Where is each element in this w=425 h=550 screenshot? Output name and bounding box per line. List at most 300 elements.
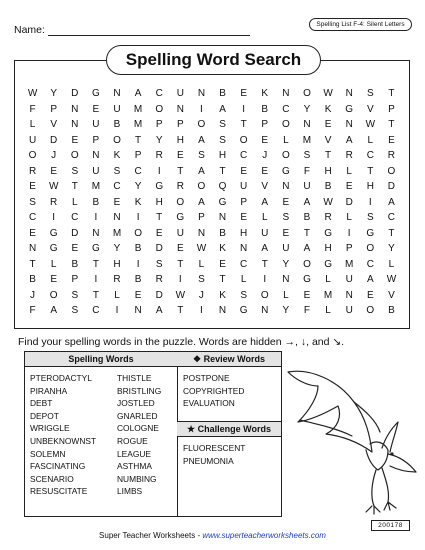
grid-letter[interactable]: N [240, 243, 248, 254]
grid-letter[interactable]: E [176, 243, 184, 254]
grid-letter[interactable]: P [50, 103, 57, 115]
grid-letter[interactable]: T [388, 227, 395, 239]
grid-letter[interactable]: O [176, 196, 185, 208]
grid-letter[interactable]: A [134, 88, 142, 99]
grid-letter[interactable]: K [219, 289, 226, 301]
grid-letter[interactable]: I [178, 274, 182, 285]
grid-letter[interactable]: E [240, 212, 247, 223]
grid-letter[interactable]: N [303, 119, 311, 130]
grid-letter[interactable]: H [324, 243, 332, 254]
grid-letter[interactable]: W [323, 196, 333, 208]
grid-letter[interactable]: T [135, 134, 142, 146]
grid-letter[interactable]: W [323, 88, 333, 99]
grid-letter[interactable]: G [324, 227, 332, 239]
grid-letter[interactable]: P [198, 212, 205, 223]
grid-letter[interactable]: I [263, 274, 267, 285]
grid-letter[interactable]: N [71, 119, 79, 130]
grid-letter[interactable]: W [386, 274, 397, 285]
grid-letter[interactable]: S [113, 165, 121, 177]
grid-letter[interactable]: F [303, 165, 311, 177]
grid-letter[interactable]: L [114, 289, 120, 301]
grid-letter[interactable]: N [218, 305, 227, 316]
grid-letter[interactable]: E [219, 258, 226, 270]
grid-letter[interactable]: P [92, 134, 100, 146]
grid-letter[interactable]: N [92, 150, 100, 161]
spelling-words-column-1 [30, 372, 96, 498]
grid-letter[interactable]: N [113, 88, 121, 99]
word-search-grid [22, 86, 402, 319]
spelling-word: SCENARIO [30, 473, 74, 484]
grid-letter[interactable]: S [155, 258, 163, 270]
grid-letter[interactable]: G [281, 165, 290, 177]
grid-letter[interactable]: B [29, 274, 36, 285]
grid-letter[interactable]: T [240, 119, 247, 130]
grid-letter[interactable]: U [345, 305, 353, 316]
grid-letter[interactable]: H [218, 150, 227, 161]
grid-letter[interactable]: E [92, 103, 100, 115]
grid-letter[interactable]: I [52, 212, 56, 223]
grid-letter[interactable]: L [325, 305, 331, 316]
grid-letter[interactable]: J [51, 150, 57, 161]
grid-letter[interactable]: E [282, 196, 290, 208]
spelling-word: THISTLE [117, 373, 152, 383]
grid-letter[interactable]: C [134, 165, 142, 177]
grid-letter[interactable]: T [71, 181, 78, 192]
grid-letter[interactable]: N [218, 212, 227, 223]
pterodactyl-illustration [280, 350, 420, 520]
grid-letter[interactable]: O [70, 150, 79, 161]
grid-letter[interactable]: W [175, 289, 186, 301]
grid-letter[interactable]: C [366, 258, 374, 270]
spelling-word: PIRANHA [30, 385, 68, 396]
grid-letter[interactable]: Q [218, 181, 227, 192]
grid-letter[interactable]: D [50, 134, 58, 146]
grid-letter[interactable]: A [261, 243, 269, 254]
grid-letter[interactable]: T [219, 165, 226, 177]
grid-letter[interactable]: R [387, 150, 396, 161]
grid-letter[interactable]: B [134, 274, 142, 285]
grid-letter[interactable]: F [29, 305, 36, 316]
grid-letter[interactable]: N [282, 88, 290, 99]
grid-letter[interactable]: B [92, 196, 100, 208]
grid-letter[interactable]: E [261, 134, 269, 146]
grid-letter[interactable]: E [176, 150, 184, 161]
grid-letter[interactable]: I [115, 305, 119, 316]
grid-letter[interactable]: P [261, 119, 269, 130]
grid-letter[interactable]: D [71, 227, 79, 239]
grid-letter[interactable]: D [345, 196, 353, 208]
grid-letter[interactable]: A [219, 103, 226, 115]
spelling-word: NUMBING [117, 473, 157, 484]
grid-letter[interactable]: N [197, 227, 206, 239]
grid-letter[interactable]: U [92, 165, 100, 177]
grid-letter[interactable]: V [366, 103, 374, 115]
grid-letter[interactable]: E [261, 165, 269, 177]
grid-letter[interactable]: I [94, 212, 98, 223]
grid-letter[interactable]: G [49, 227, 58, 239]
grid-letter[interactable]: O [260, 289, 269, 301]
grid-letter[interactable]: N [345, 88, 353, 99]
grid-letter[interactable]: A [198, 196, 205, 208]
grid-letter[interactable]: U [28, 134, 37, 146]
spelling-word: PTERODACTYL [30, 373, 92, 383]
grid-letter[interactable]: M [133, 103, 143, 115]
grid-letter[interactable]: V [388, 289, 395, 301]
grid-letter[interactable]: S [219, 134, 226, 146]
grid-letter[interactable]: B [219, 227, 226, 239]
grid-letter[interactable]: B [71, 258, 79, 270]
grid-letter[interactable]: U [240, 181, 248, 192]
page-title: Spelling Word Search [106, 45, 321, 75]
grid-letter[interactable]: L [71, 196, 78, 208]
grid-letter[interactable]: E [113, 196, 121, 208]
grid-letter[interactable]: I [368, 196, 372, 208]
grid-letter[interactable]: C [366, 150, 374, 161]
grid-letter[interactable]: Y [282, 305, 290, 316]
grid-letter[interactable]: O [303, 258, 311, 270]
grid-letter[interactable]: B [261, 103, 269, 115]
grid-letter[interactable]: T [177, 258, 184, 270]
grid-letter[interactable]: O [155, 103, 164, 115]
grid-letter[interactable]: P [388, 103, 395, 115]
grid-letter[interactable]: E [29, 181, 36, 192]
grid-letter[interactable]: W [27, 88, 38, 99]
grid-letter[interactable]: S [366, 212, 374, 223]
grid-letter[interactable]: W [48, 181, 59, 192]
grid-letter[interactable]: K [113, 150, 121, 161]
review-word: EVALUATION [183, 398, 235, 409]
grid-letter[interactable]: M [112, 227, 122, 239]
grid-letter[interactable]: P [71, 274, 79, 285]
grid-letter[interactable]: T [388, 88, 395, 99]
grid-letter[interactable]: O [28, 150, 37, 161]
grid-letter[interactable]: C [387, 212, 396, 223]
grid-letter[interactable]: E [134, 289, 142, 301]
grid-row [22, 241, 402, 257]
grid-letter[interactable]: M [323, 289, 333, 301]
grid-letter[interactable]: O [303, 88, 311, 99]
grid-letter[interactable]: N [345, 119, 353, 130]
grid-letter[interactable]: A [345, 134, 353, 146]
grid-letter[interactable]: T [325, 150, 332, 161]
grid-letter[interactable]: M [345, 258, 354, 270]
grid-letter[interactable]: T [367, 165, 374, 177]
grid-letter[interactable]: P [134, 150, 142, 161]
grid-letter[interactable]: F [29, 103, 36, 115]
grid-letter[interactable]: V [261, 181, 269, 192]
grid-letter[interactable]: N [71, 103, 79, 115]
grid-letter[interactable]: G [345, 103, 354, 115]
grid-letter[interactable]: E [71, 134, 79, 146]
grid-letter[interactable]: O [134, 227, 142, 239]
grid-letter[interactable]: O [239, 134, 248, 146]
grid-letter[interactable]: L [346, 165, 352, 177]
grid-letter[interactable]: U [92, 119, 100, 130]
grid-letter[interactable]: N [282, 181, 290, 192]
grid-row [22, 226, 402, 242]
grid-letter[interactable]: S [198, 150, 205, 161]
grid-letter[interactable]: E [303, 289, 311, 301]
grid-letter[interactable]: B [113, 119, 121, 130]
grid-letter[interactable]: Y [50, 88, 57, 99]
grid-letter[interactable]: O [387, 165, 396, 177]
grid-letter[interactable]: U [176, 227, 184, 239]
grid-letter[interactable]: E [50, 165, 57, 177]
grid-letter[interactable]: Y [388, 243, 395, 254]
grid-letter[interactable]: U [113, 103, 121, 115]
grid-letter[interactable]: N [113, 212, 121, 223]
grid-letter[interactable]: S [29, 196, 36, 208]
grid-letter[interactable]: Y [155, 134, 163, 146]
grid-letter[interactable]: S [282, 212, 290, 223]
grid-letter[interactable]: H [366, 181, 374, 192]
grid-letter[interactable]: T [388, 119, 395, 130]
grid-letter[interactable]: O [197, 119, 206, 130]
grid-letter[interactable]: O [197, 181, 206, 192]
grid-letter[interactable]: C [240, 258, 248, 270]
challenge-word: PNEUMONIA [183, 455, 234, 466]
grid-letter[interactable]: G [91, 88, 100, 99]
grid-row [22, 288, 402, 304]
grid-letter[interactable]: M [133, 119, 143, 130]
grid-letter[interactable]: Y [134, 181, 142, 192]
grid-letter[interactable]: L [325, 274, 331, 285]
grid-letter[interactable]: G [49, 243, 58, 254]
grid-letter[interactable]: G [239, 305, 248, 316]
grid-letter[interactable]: L [388, 258, 395, 270]
grid-letter[interactable]: Y [303, 103, 311, 115]
grid-letter[interactable]: C [113, 181, 121, 192]
grid-row [22, 148, 402, 164]
grid-letter[interactable]: E [71, 243, 79, 254]
grid-letter[interactable]: R [50, 196, 58, 208]
grid-letter[interactable]: E [50, 274, 57, 285]
spelling-word: COLOGNE [117, 423, 159, 434]
grid-letter[interactable]: E [240, 165, 247, 177]
grid-letter[interactable]: A [155, 305, 163, 316]
name-line[interactable] [48, 35, 250, 36]
grid-letter[interactable]: Y [282, 258, 290, 270]
footer-text [0, 531, 425, 540]
grid-letter[interactable]: U [261, 227, 269, 239]
grid-letter[interactable]: G [218, 196, 227, 208]
grid-letter[interactable]: I [242, 103, 246, 115]
grid-letter[interactable]: R [345, 150, 353, 161]
grid-letter[interactable]: J [30, 289, 36, 301]
grid-letter[interactable]: O [366, 243, 375, 254]
grid-letter[interactable]: A [388, 196, 395, 208]
grid-letter[interactable]: M [91, 181, 101, 192]
grid-letter[interactable]: C [240, 150, 248, 161]
grid-letter[interactable]: N [197, 88, 206, 99]
grid-letter[interactable]: T [156, 212, 163, 223]
grid-letter[interactable]: C [282, 103, 290, 115]
grid-letter[interactable]: B [303, 212, 311, 223]
grid-letter[interactable]: N [176, 103, 184, 115]
grid-letter[interactable]: L [50, 258, 57, 270]
grid-letter[interactable]: U [345, 274, 353, 285]
spelling-word: LIMBS [117, 486, 143, 497]
grid-letter[interactable]: G [155, 181, 164, 192]
grid-letter[interactable]: B [219, 88, 226, 99]
grid-letter[interactable]: G [91, 243, 100, 254]
grid-letter[interactable]: T [219, 274, 226, 285]
spelling-word: SOLEMN [30, 448, 66, 459]
grid-letter[interactable]: T [29, 258, 36, 270]
grid-letter[interactable]: E [324, 119, 332, 130]
grid-letter[interactable]: I [136, 258, 140, 270]
grid-letter[interactable]: L [198, 258, 205, 270]
grid-letter[interactable]: S [303, 150, 311, 161]
grid-letter[interactable]: W [196, 243, 207, 254]
grid-letter[interactable]: L [261, 212, 268, 223]
grid-letter[interactable]: L [346, 212, 352, 223]
grid-letter[interactable]: A [198, 134, 205, 146]
grid-letter[interactable]: S [219, 119, 226, 130]
grid-letter[interactable]: S [198, 274, 205, 285]
grid-letter[interactable]: R [155, 274, 163, 285]
grid-letter[interactable]: R [28, 165, 37, 177]
grid-letter[interactable]: E [345, 181, 353, 192]
grid-letter[interactable]: B [134, 243, 142, 254]
review-words-list [183, 372, 244, 410]
grid-letter[interactable]: O [113, 134, 121, 146]
grid-letter[interactable]: R [176, 181, 184, 192]
grid-letter[interactable]: G [303, 274, 311, 285]
grid-letter[interactable]: C [155, 88, 163, 99]
grid-letter[interactable]: D [71, 88, 79, 99]
grid-letter[interactable]: K [261, 88, 269, 99]
grid-letter[interactable]: R [113, 274, 121, 285]
grid-letter[interactable]: O [49, 289, 58, 301]
spelling-word: RESUSCITATE [30, 486, 88, 497]
spelling-words-column-2 [117, 372, 161, 498]
grid-row [22, 303, 402, 319]
grid-letter[interactable]: L [367, 134, 374, 146]
grid-letter[interactable]: B [388, 305, 395, 316]
grid-letter[interactable]: A [198, 165, 205, 177]
grid-letter[interactable]: J [198, 289, 204, 301]
grid-letter[interactable]: U [176, 88, 184, 99]
grid-letter[interactable]: S [71, 165, 79, 177]
grid-letter[interactable]: N [134, 305, 142, 316]
grid-letter[interactable]: A [303, 243, 311, 254]
spelling-list-badge: Spelling List F-4: Silent Letters [309, 18, 412, 31]
grid-letter[interactable]: D [155, 243, 163, 254]
grid-letter[interactable]: U [303, 181, 311, 192]
grid-letter[interactable]: P [155, 119, 163, 130]
grid-letter[interactable]: E [155, 227, 163, 239]
grid-letter[interactable]: H [113, 258, 121, 270]
grid-letter[interactable]: M [302, 134, 312, 146]
grid-letter[interactable]: T [92, 289, 99, 301]
grid-letter[interactable]: E [29, 227, 36, 239]
grid-letter[interactable]: H [240, 227, 248, 239]
grid-letter[interactable]: G [366, 227, 375, 239]
grid-letter[interactable]: I [200, 305, 203, 316]
grid-letter[interactable]: G [324, 258, 332, 270]
grid-letter[interactable]: I [200, 103, 203, 115]
grid-letter[interactable]: Y [113, 243, 121, 254]
grid-letter[interactable]: H [176, 134, 184, 146]
grid-letter[interactable]: D [387, 181, 396, 192]
grid-letter[interactable]: N [261, 305, 269, 316]
grid-letter[interactable]: T [177, 165, 184, 177]
challenge-words-list [183, 442, 245, 467]
grid-letter[interactable]: I [157, 165, 161, 177]
grid-letter[interactable]: L [29, 119, 36, 130]
grid-letter[interactable]: C [92, 305, 100, 316]
grid-letter[interactable]: E [366, 289, 374, 301]
grid-letter[interactable]: P [176, 119, 184, 130]
grid-letter[interactable]: N [28, 243, 37, 254]
grid-letter[interactable]: N [92, 227, 100, 239]
grid-letter[interactable]: S [366, 88, 374, 99]
grid-letter[interactable]: O [281, 150, 290, 161]
grid-letter[interactable]: T [303, 227, 311, 239]
grid-letter[interactable]: O [281, 119, 290, 130]
grid-letter[interactable]: T [92, 258, 99, 270]
grid-letter[interactable]: T [177, 305, 184, 316]
grid-letter[interactable]: U [282, 243, 290, 254]
grid-letter[interactable]: F [303, 305, 311, 316]
grid-letter[interactable]: G [176, 212, 185, 223]
grid-letter[interactable]: S [71, 289, 79, 301]
grid-row [22, 179, 402, 195]
grid-letter[interactable]: V [50, 119, 57, 130]
grid-letter[interactable]: P [345, 243, 353, 254]
grid-letter[interactable]: R [324, 212, 332, 223]
grid-letter[interactable]: B [324, 181, 332, 192]
grid-letter[interactable]: K [324, 103, 332, 115]
grid-letter[interactable]: E [240, 88, 247, 99]
grid-letter[interactable]: E [282, 227, 290, 239]
grid-letter[interactable]: A [261, 196, 269, 208]
grid-letter[interactable]: S [71, 305, 79, 316]
grid-letter[interactable]: S [240, 289, 247, 301]
grid-letter[interactable]: L [240, 274, 247, 285]
grid-letter[interactable]: D [155, 289, 163, 301]
footer-link[interactable]: www.superteacherworksheets.com [202, 531, 326, 540]
grid-letter[interactable]: O [366, 305, 375, 316]
grid-row [22, 257, 402, 273]
grid-letter[interactable]: L [283, 134, 289, 146]
grid-letter[interactable]: H [155, 196, 163, 208]
grid-letter[interactable]: K [219, 243, 226, 254]
grid-letter[interactable]: V [324, 134, 332, 146]
grid-letter[interactable]: E [388, 134, 395, 146]
grid-letter[interactable]: W [365, 119, 376, 130]
grid-letter[interactable]: R [155, 150, 163, 161]
grid-letter[interactable]: H [324, 165, 332, 177]
grid-letter[interactable]: K [134, 196, 142, 208]
grid-letter[interactable]: C [71, 212, 79, 223]
grid-letter[interactable]: A [366, 274, 374, 285]
grid-letter[interactable]: I [94, 274, 98, 285]
grid-letter[interactable]: A [50, 305, 57, 316]
grid-letter[interactable]: J [262, 150, 268, 161]
grid-letter[interactable]: P [240, 196, 247, 208]
grid-letter[interactable]: T [261, 258, 268, 270]
grid-letter[interactable]: A [303, 196, 311, 208]
grid-letter[interactable]: I [136, 212, 140, 223]
review-word: COPYRIGHTED [183, 385, 245, 396]
grid-letter[interactable]: I [347, 227, 351, 239]
grid-letter[interactable]: C [28, 212, 37, 223]
grid-letter[interactable]: N [345, 289, 353, 301]
grid-letter[interactable]: L [283, 289, 289, 301]
grid-letter[interactable]: N [282, 274, 290, 285]
